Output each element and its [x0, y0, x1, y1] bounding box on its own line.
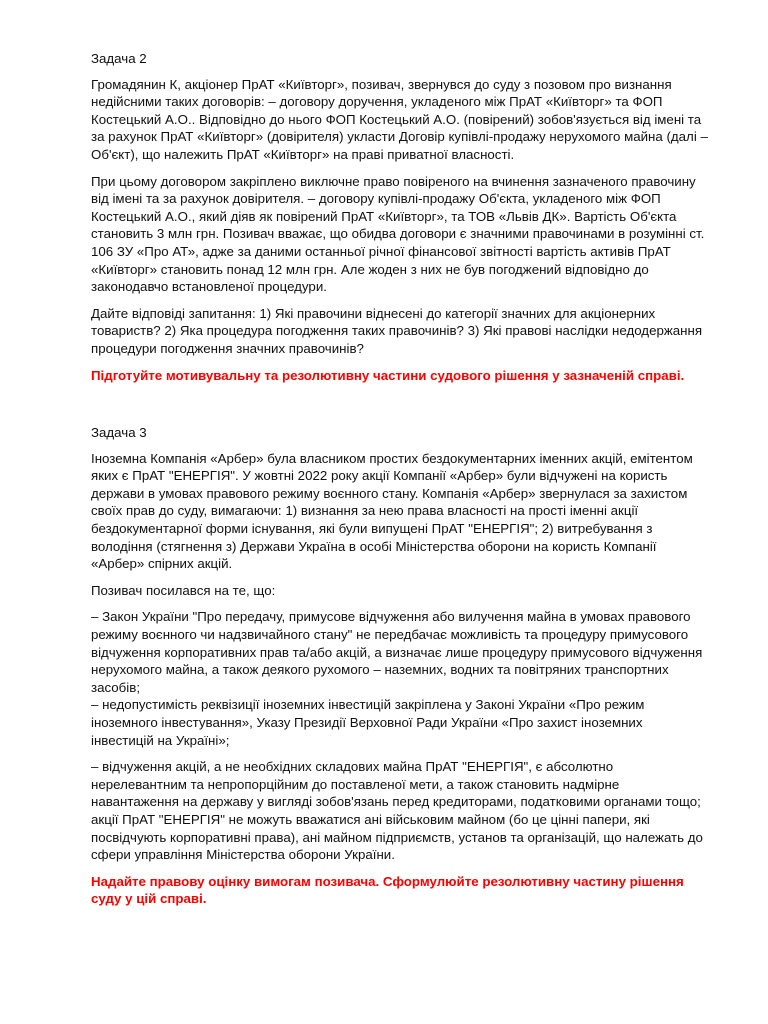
task-3-heading: Задача 3: [91, 425, 147, 441]
section-gap: [91, 393, 708, 424]
task-2: [91, 50, 708, 384]
task-2-paragraph-1: Громадянин К, акціонер ПрАТ «Київторг», позивач, звернувся до суду з позовом про визнання недійсними таких договорів: – договору доручення, укладеного між ПрАТ «Київторг» та ФОП Костецький А.О.. Відповідно до нього ФОП Костецький А.О. (повірений) зобов'язується від імені та за рахунок ПрАТ «Київторг» (довірителя) укласти Договір купівлі-продажу нерухомого майна (далі – Об'єкт), що належить ПрАТ «Київторг» на праві приватної власності.: [91, 76, 708, 162]
task-2-paragraph-2: При цьому договором закріплено виключне право повіреного на вчинення зазначеного правочину від імені та за рахунок довірителя. – договору купівлі-продажу Об'єкта, укладеного між ФОП Костецький А.О., який діяв як повірений ПрАТ «Київторг», та ТОВ «Львів ДК». Вартість Об'єкта становить 3 млн грн. Позивач вважає, що обидва договори є значними правочинами в розумінні ст. 106 ЗУ «Про АТ», адже за даними останньої річної фінансової звітності вартість активів ПрАТ «Київторг» становить понад 12 млн грн. Але жоден з них не був погоджений відповідно до законодавчо встановленої процедури.: [91, 173, 705, 295]
task-3-claim-2: – недопустимість реквізиції іноземних інвестицій закріплена у Законі України «Про режим іноземного інвестування», Указу Президії Верховної Ради України «Про захист іноземних інвестицій на Україні»;: [91, 697, 645, 748]
task-3-paragraph-2: Позивач посилався на те, що:: [91, 582, 276, 598]
task-3-claim-1: – Закон України "Про передачу, примусове відчуження або вилучення майна в умовах правового режиму воєнного чи надзвичайного стану" не передбачає можливість та процедуру примусового відчуження корпоративних прав та/або акцій, а визначає лише процедуру примусового відчуження нерухомого майна, а також деякого рухомого – наземних, водних та повітряних транспортних засобів;: [91, 609, 703, 695]
task-2-instruction: Підготуйте мотивувальну та резолютивну частини судового рішення у зазначеній справі.: [91, 367, 685, 383]
task-3: [91, 424, 708, 908]
task-3-paragraph-3: [91, 608, 708, 749]
task-3-paragraph-4: – відчуження акцій, а не необхідних складових майна ПрАТ "ЕНЕРГІЯ", є абсолютно нерелевантним та непропорційним до поставленої мети, а також становить надмірне навантаження на державу у вигляді зобов'язань перед кредиторами, податковими органами тощо; акції ПрАТ "ЕНЕРГІЯ" не можуть вважатися ані військовим майном (бо це цінні папери, які посвідчують корпоративні права), ані майном підприємств, установ та організацій, що належать до сфери управління Міністерства оборони України.: [91, 759, 703, 863]
task-2-heading: Задача 2: [91, 51, 147, 66]
task-3-instruction: Надайте правову оцінку вимогам позивача. Сформулюйте резолютивну частину рішення суду у цій справі.: [91, 873, 684, 907]
task-3-paragraph-1: Іноземна Компанія «Арбер» була власником простих бездокументарних іменних акцій, емітентом яких є ПрАТ "ЕНЕРГІЯ". У жовтні 2022 року акції Компанії «Арбер» були відчужені на користь держави в умовах правового режиму воєнного стану. Компанія «Арбер» звернулася за захистом своїх прав до суду, вимагаючи: 1) визнання за нею права власності на прості іменні акції бездокументарної форми існування, які були випущені ПрАТ "ЕНЕРГІЯ"; 2) витребування з володіння (стягнення з) Держави Україна в особі Міністерства оборони на користь Компанії «Арбер» спірних акцій.: [91, 450, 693, 572]
task-2-paragraph-3: Дайте відповіді запитання: 1) Які правочини віднесені до категорії значних для акціонерних товариств? 2) Яка процедура погодження таких правочинів? 3) Які правові наслідки недодержання процедури погодження значних правочинів?: [91, 305, 703, 356]
